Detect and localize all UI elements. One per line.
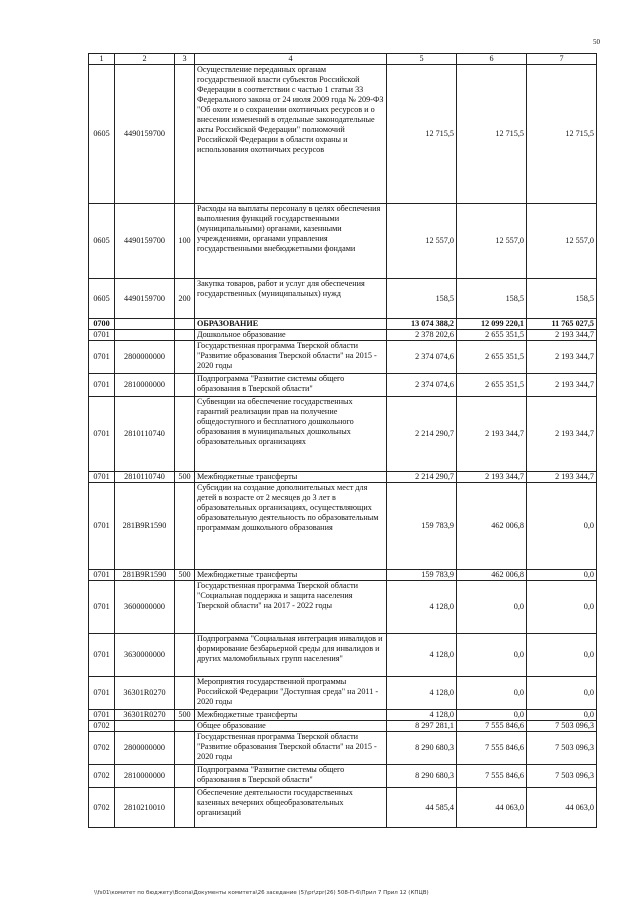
amount-cell: 2 374 074,6 bbox=[387, 374, 457, 397]
amount-cell: 13 074 388,2 bbox=[387, 319, 457, 330]
amount-cell: 4 128,0 bbox=[387, 634, 457, 677]
description-cell: Осуществление переданных органам государственной власти субъектов Российской Федерации в соответствии с частью 1 статьи 33 Федерального закона от 24 июля 2009 года № 209-ФЗ "Об охоте и о сохранении охотничьих ресурсов и о внесении изменений в отдельные законодательные акты Российской Федерации" полномочий Российской Федерации в области охраны и использования охотничьих ресурсов bbox=[195, 65, 387, 204]
table-row bbox=[89, 472, 597, 483]
amount-cell: 2 214 290,7 bbox=[387, 397, 457, 472]
header-cell: 6 bbox=[457, 54, 527, 65]
section-code-cell: 0701 bbox=[89, 634, 115, 677]
amount-cell: 159 783,9 bbox=[387, 483, 457, 570]
amount-cell: 0,0 bbox=[457, 581, 527, 634]
target-code-cell: 4490159700 bbox=[115, 279, 175, 319]
table-row bbox=[89, 330, 597, 341]
amount-cell: 0,0 bbox=[527, 581, 597, 634]
section-code-cell: 0702 bbox=[89, 765, 115, 788]
description-cell: Дошкольное образование bbox=[195, 330, 387, 341]
description-cell: Межбюджетные трансферты bbox=[195, 710, 387, 721]
target-code-cell: 2810110740 bbox=[115, 397, 175, 472]
amount-cell: 8 290 680,3 bbox=[387, 765, 457, 788]
table-row bbox=[89, 765, 597, 788]
amount-cell: 0,0 bbox=[457, 677, 527, 710]
amount-cell: 2 193 344,7 bbox=[457, 472, 527, 483]
amount-cell: 158,5 bbox=[387, 279, 457, 319]
description-cell: Субсидии на создание дополнительных мест для детей в возрасте от 2 месяцев до 3 лет в образовательных организациях, осуществляющих образовательную деятельность по образовательным программам дошкольного образования bbox=[195, 483, 387, 570]
section-code-cell: 0702 bbox=[89, 788, 115, 828]
table-row bbox=[89, 204, 597, 279]
table-row bbox=[89, 788, 597, 828]
section-code-cell: 0700 bbox=[89, 319, 115, 330]
amount-cell: 2 655 351,5 bbox=[457, 374, 527, 397]
header-cell: 3 bbox=[175, 54, 195, 65]
description-cell: Общее образование bbox=[195, 721, 387, 732]
header-cell: 7 bbox=[527, 54, 597, 65]
expense-type-cell bbox=[175, 374, 195, 397]
table-row bbox=[89, 634, 597, 677]
expense-type-cell bbox=[175, 330, 195, 341]
target-code-cell: 3600000000 bbox=[115, 581, 175, 634]
section-code-cell: 0702 bbox=[89, 721, 115, 732]
amount-cell: 8 290 680,3 bbox=[387, 732, 457, 765]
amount-cell: 2 193 344,7 bbox=[527, 374, 597, 397]
page-number: 50 bbox=[593, 38, 600, 46]
section-code-cell: 0701 bbox=[89, 472, 115, 483]
table-row bbox=[89, 581, 597, 634]
amount-cell: 7 503 096,3 bbox=[527, 765, 597, 788]
amount-cell: 7 555 846,6 bbox=[457, 765, 527, 788]
amount-cell: 7 555 846,6 bbox=[457, 721, 527, 732]
target-code-cell bbox=[115, 330, 175, 341]
amount-cell: 0,0 bbox=[457, 710, 527, 721]
section-code-cell: 0701 bbox=[89, 581, 115, 634]
target-code-cell: 2810210010 bbox=[115, 788, 175, 828]
amount-cell: 0,0 bbox=[527, 710, 597, 721]
table-row bbox=[89, 483, 597, 570]
amount-cell: 2 193 344,7 bbox=[527, 472, 597, 483]
amount-cell: 7 555 846,6 bbox=[457, 732, 527, 765]
amount-cell: 462 006,8 bbox=[457, 483, 527, 570]
header-cell: 2 bbox=[115, 54, 175, 65]
amount-cell: 158,5 bbox=[457, 279, 527, 319]
amount-cell: 4 128,0 bbox=[387, 581, 457, 634]
amount-cell: 2 655 351,5 bbox=[457, 341, 527, 374]
section-code-cell: 0605 bbox=[89, 204, 115, 279]
description-cell: Подпрограмма "Развитие системы общего образования в Тверской области" bbox=[195, 374, 387, 397]
expense-type-cell bbox=[175, 677, 195, 710]
amount-cell: 2 214 290,7 bbox=[387, 472, 457, 483]
table-row bbox=[89, 570, 597, 581]
description-cell: Государственная программа Тверской области "Социальная поддержка и защита населения Тверской области" на 2017 - 2022 годы bbox=[195, 581, 387, 634]
description-cell: ОБРАЗОВАНИЕ bbox=[195, 319, 387, 330]
expense-type-cell: 100 bbox=[175, 204, 195, 279]
section-code-cell: 0701 bbox=[89, 570, 115, 581]
section-code-cell: 0701 bbox=[89, 710, 115, 721]
target-code-cell: 36301R0270 bbox=[115, 710, 175, 721]
table-row bbox=[89, 677, 597, 710]
expense-type-cell: 500 bbox=[175, 570, 195, 581]
table-row bbox=[89, 397, 597, 472]
expense-type-cell bbox=[175, 788, 195, 828]
expense-type-cell bbox=[175, 341, 195, 374]
target-code-cell: 281В9R1590 bbox=[115, 570, 175, 581]
file-path-footer: \\fs01\комитет по бюджету\Всопа\Документы комитета\26 заседание (5)\pr\zpr(26) 508-П-6\Прил 7 Прил 12 (КПЦВ) bbox=[94, 890, 429, 896]
amount-cell: 7 503 096,3 bbox=[527, 721, 597, 732]
amount-cell: 0,0 bbox=[527, 570, 597, 581]
amount-cell: 44 063,0 bbox=[457, 788, 527, 828]
section-code-cell: 0605 bbox=[89, 65, 115, 204]
expense-type-cell bbox=[175, 765, 195, 788]
header-cell: 5 bbox=[387, 54, 457, 65]
target-code-cell: 4490159700 bbox=[115, 65, 175, 204]
description-cell: Закупка товаров, работ и услуг для обеспечения государственных (муниципальных) нужд bbox=[195, 279, 387, 319]
amount-cell: 159 783,9 bbox=[387, 570, 457, 581]
amount-cell: 2 193 344,7 bbox=[527, 330, 597, 341]
amount-cell: 2 193 344,7 bbox=[527, 341, 597, 374]
target-code-cell bbox=[115, 721, 175, 732]
amount-cell: 12 715,5 bbox=[457, 65, 527, 204]
expense-type-cell bbox=[175, 581, 195, 634]
amount-cell: 12 557,0 bbox=[457, 204, 527, 279]
description-cell: Государственная программа Тверской области "Развитие образования Тверской области" на 2015 - 2020 годы bbox=[195, 341, 387, 374]
header-row bbox=[89, 54, 597, 65]
target-code-cell: 2810000000 bbox=[115, 374, 175, 397]
amount-cell: 12 715,5 bbox=[387, 65, 457, 204]
section-code-cell: 0701 bbox=[89, 341, 115, 374]
section-code-cell: 0605 bbox=[89, 279, 115, 319]
target-code-cell: 4490159700 bbox=[115, 204, 175, 279]
amount-cell: 4 128,0 bbox=[387, 710, 457, 721]
table-row bbox=[89, 279, 597, 319]
target-code-cell: 3630000000 bbox=[115, 634, 175, 677]
expense-type-cell bbox=[175, 483, 195, 570]
amount-cell: 0,0 bbox=[457, 634, 527, 677]
expense-type-cell bbox=[175, 634, 195, 677]
amount-cell: 2 378 202,6 bbox=[387, 330, 457, 341]
description-cell: Мероприятия государственной программы Российской Федерации "Доступная среда" на 2011 - 2020 годы bbox=[195, 677, 387, 710]
description-cell: Межбюджетные трансферты bbox=[195, 570, 387, 581]
amount-cell: 158,5 bbox=[527, 279, 597, 319]
expense-type-cell: 500 bbox=[175, 710, 195, 721]
amount-cell: 0,0 bbox=[527, 677, 597, 710]
description-cell: Расходы на выплаты персоналу в целях обеспечения выполнения функций государственными (муниципальными) органами, казенными учреждениями, органами управления государственными внебюджетными фондами bbox=[195, 204, 387, 279]
target-code-cell: 281В9R1590 bbox=[115, 483, 175, 570]
table-row bbox=[89, 721, 597, 732]
description-cell: Обеспечение деятельности государственных казенных вечерних общеобразовательных организаций bbox=[195, 788, 387, 828]
amount-cell: 2 193 344,7 bbox=[527, 397, 597, 472]
target-code-cell: 2800000000 bbox=[115, 341, 175, 374]
amount-cell: 12 715,5 bbox=[527, 65, 597, 204]
amount-cell: 0,0 bbox=[527, 634, 597, 677]
expense-type-cell bbox=[175, 319, 195, 330]
amount-cell: 7 503 096,3 bbox=[527, 732, 597, 765]
header-cell: 4 bbox=[195, 54, 387, 65]
section-code-cell: 0701 bbox=[89, 483, 115, 570]
target-code-cell: 2810000000 bbox=[115, 765, 175, 788]
amount-cell: 2 193 344,7 bbox=[457, 397, 527, 472]
target-code-cell: 2800000000 bbox=[115, 732, 175, 765]
table-row bbox=[89, 710, 597, 721]
amount-cell: 12 557,0 bbox=[527, 204, 597, 279]
table-body bbox=[89, 65, 597, 828]
description-cell: Подпрограмма "Социальная интеграция инвалидов и формирование безбарьерной среды для инвалидов и других маломобильных групп населения" bbox=[195, 634, 387, 677]
amount-cell: 0,0 bbox=[527, 483, 597, 570]
amount-cell: 12 099 220,1 bbox=[457, 319, 527, 330]
section-code-cell: 0701 bbox=[89, 677, 115, 710]
table-row bbox=[89, 732, 597, 765]
amount-cell: 11 765 027,5 bbox=[527, 319, 597, 330]
description-cell: Подпрограмма "Развитие системы общего образования в Тверской области" bbox=[195, 765, 387, 788]
table-row bbox=[89, 319, 597, 330]
section-code-cell: 0702 bbox=[89, 732, 115, 765]
amount-cell: 462 006,8 bbox=[457, 570, 527, 581]
expense-type-cell bbox=[175, 397, 195, 472]
amount-cell: 2 374 074,6 bbox=[387, 341, 457, 374]
amount-cell: 44 585,4 bbox=[387, 788, 457, 828]
expense-type-cell: 200 bbox=[175, 279, 195, 319]
amount-cell: 44 063,0 bbox=[527, 788, 597, 828]
amount-cell: 12 557,0 bbox=[387, 204, 457, 279]
amount-cell: 2 655 351,5 bbox=[457, 330, 527, 341]
target-code-cell: 36301R0270 bbox=[115, 677, 175, 710]
table-row bbox=[89, 65, 597, 204]
table-row bbox=[89, 341, 597, 374]
description-cell: Государственная программа Тверской области "Развитие образования Тверской области" на 2015 - 2020 годы bbox=[195, 732, 387, 765]
expense-type-cell bbox=[175, 65, 195, 204]
section-code-cell: 0701 bbox=[89, 397, 115, 472]
expense-type-cell bbox=[175, 732, 195, 765]
header-cell: 1 bbox=[89, 54, 115, 65]
expense-type-cell bbox=[175, 721, 195, 732]
section-code-cell: 0701 bbox=[89, 330, 115, 341]
section-code-cell: 0701 bbox=[89, 374, 115, 397]
description-cell: Субвенции на обеспечение государственных гарантий реализации прав на получение общедоступного и бесплатного дошкольного образования в муниципальных дошкольных образовательных организациях bbox=[195, 397, 387, 472]
amount-cell: 4 128,0 bbox=[387, 677, 457, 710]
target-code-cell bbox=[115, 319, 175, 330]
description-cell: Межбюджетные трансферты bbox=[195, 472, 387, 483]
amount-cell: 8 297 281,1 bbox=[387, 721, 457, 732]
target-code-cell: 2810110740 bbox=[115, 472, 175, 483]
expense-type-cell: 500 bbox=[175, 472, 195, 483]
table-row bbox=[89, 374, 597, 397]
budget-table bbox=[88, 53, 597, 828]
